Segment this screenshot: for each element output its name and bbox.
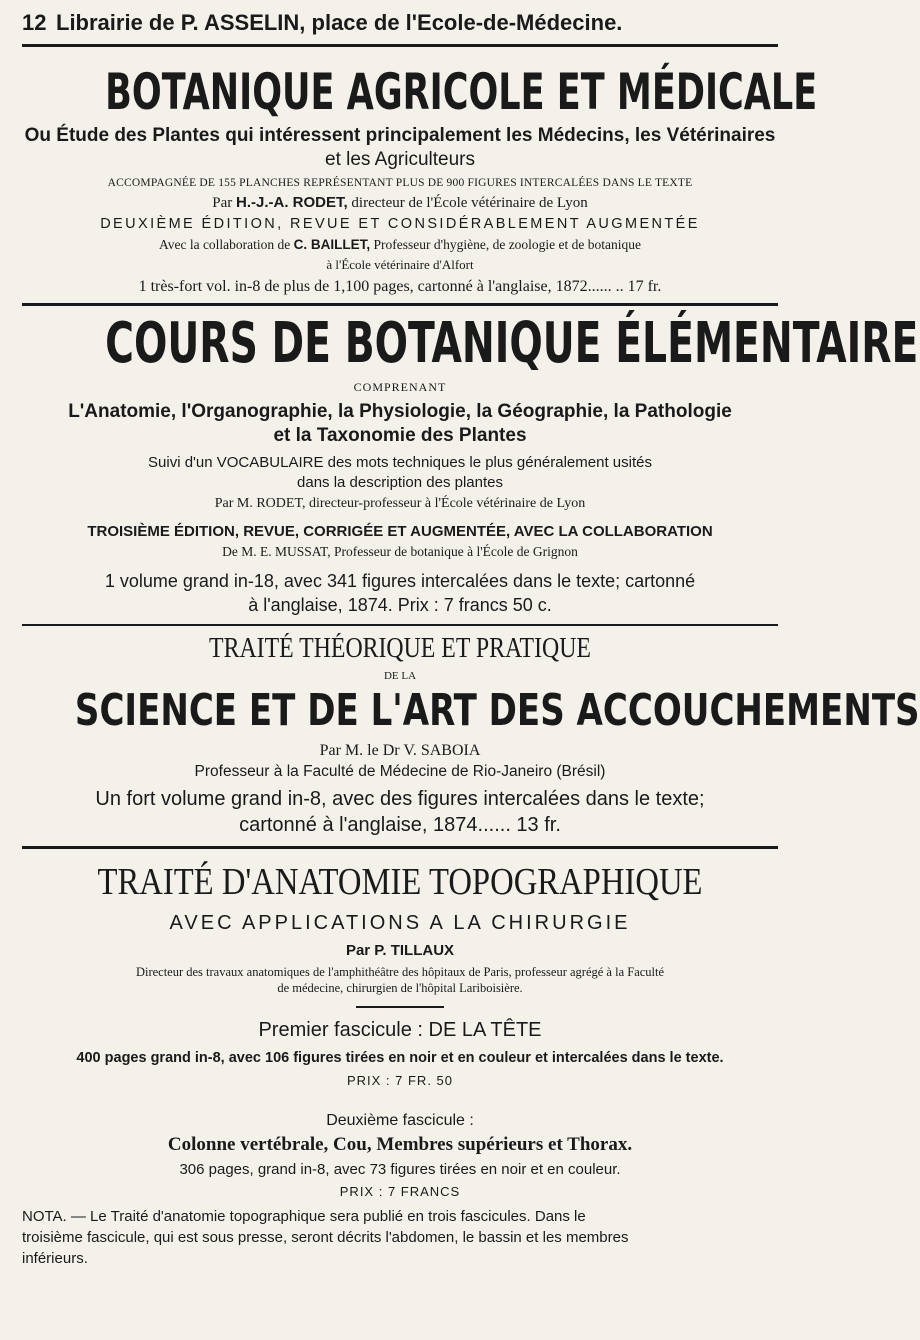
book4-fasc1-desc: 400 pages grand in-8, avec 106 figures tirées en noir et en couleur et intercalées dans le texte.: [76, 1050, 724, 1066]
book1-title: BOTANIQUE AGRICOLE ET MÉDICALE: [105, 63, 818, 121]
book3-title: SCIENCE ET DE L'ART DES ACCOUCHEMENTS: [74, 685, 920, 736]
book1-collab-prefix: Avec la collaboration de: [158, 237, 291, 252]
book2-format-1: 1 volume grand in-18, avec 341 figures intercalées dans le texte; cartonné: [104, 571, 696, 591]
book3-de-la: DE LA: [383, 670, 417, 682]
short-rule: [356, 1006, 444, 1008]
book2-vocab-2: dans la description des plantes: [297, 474, 503, 491]
book2-author: Par M. RODET, directeur-professeur à l'École vétérinaire de Lyon: [214, 496, 586, 511]
book1-author-line: [22, 193, 778, 213]
book2-format-2: à l'anglaise, 1874. Prix : 7 francs 50 c.: [248, 595, 552, 615]
book2-collab: De M. E. MUSSAT, Professeur de botanique à l'École de Grignon: [222, 544, 578, 559]
book4-nota-1: NOTA. — Le Traité d'anatomie topographique sera publié en trois fascicules. Dans le: [22, 1208, 586, 1225]
book1-subtitle-1: Ou Étude des Plantes qui intéressent principalement les Médecins, les Vétérinaires: [24, 125, 776, 146]
book1-collab-school: à l'École vétérinaire d'Alfort: [326, 257, 474, 272]
book4-fasc1-price: PRIX : 7 FR. 50: [346, 1073, 454, 1088]
book1-collab-name: C. BAILLET,: [293, 237, 371, 252]
book4-fasc2-label: Deuxième fascicule :: [326, 1112, 474, 1129]
book4-fasc2-desc: 306 pages, grand in-8, avec 73 figures tirées en noir et en couleur.: [179, 1161, 621, 1178]
book1-author-prefix: Par: [212, 195, 233, 211]
book3-format-2: cartonné à l'anglaise, 1874...... 13 fr.: [239, 814, 561, 836]
book2-title: COURS DE BOTANIQUE ÉLÉMENTAIRE: [105, 311, 919, 376]
book4-role-1: Directeur des travaux anatomiques de l'amphithéâtre des hôpitaux de Paris, professeur agrégé à la Faculté: [135, 965, 665, 979]
book4-title: TRAITÉ D'ANATOMIE TOPOGRAPHIQUE: [97, 861, 703, 903]
catalogue-page: [22, 0, 920, 1340]
book1-plates: ACCOMPAGNÉE DE 155 PLANCHES REPRÉSENTANT PLUS DE 900 FIGURES INTERCALÉES DANS LE TEXTE: [107, 177, 693, 189]
book4-fasc1-label: Premier fascicule : DE LA TÊTE: [258, 1019, 542, 1041]
book4-fasc2-price: PRIX : 7 FRANCS: [339, 1184, 461, 1199]
book1-collab-role: Professeur d'hygiène, de zoologie et de botanique: [373, 237, 642, 252]
book2-vocab-1: Suivi d'un VOCABULAIRE des mots techniques le plus généralement usités: [148, 454, 652, 471]
divider-2: [22, 624, 778, 626]
book2-subjects-2: et la Taxonomie des Plantes: [273, 425, 527, 446]
book1-edition: DEUXIÈME ÉDITION, REVUE ET CONSIDÉRABLEMENT AUGMENTÉE: [100, 216, 700, 232]
book4-fasc2-title: Colonne vertébrale, Cou, Membres supérieurs et Thorax.: [167, 1134, 633, 1155]
running-head: [22, 4, 778, 47]
book1-format: 1 très-fort vol. in-8 de plus de 1,100 pages, cartonné à l'anglaise, 1872...... .. 17 fr.: [138, 278, 662, 295]
book4-nota-3: inférieurs.: [22, 1250, 88, 1267]
book4-nota-2: troisième fascicule, qui est sous presse, seront décrits l'abdomen, le bassin et les membres: [22, 1229, 629, 1246]
book1-author-role: directeur de l'École vétérinaire de Lyon: [351, 195, 588, 211]
divider-1: [22, 303, 778, 306]
book2-edition: TROISIÈME ÉDITION, REVUE, CORRIGÉE ET AUGMENTÉE, AVEC LA COLLABORATION: [87, 523, 713, 540]
book2-comprenant: COMPRENANT: [353, 380, 447, 394]
book2-subjects-1: L'Anatomie, l'Organographie, la Physiologie, la Géographie, la Pathologie: [68, 401, 732, 422]
divider-3: [22, 846, 778, 849]
book4-role-2: de médecine, chirurgien de l'hôpital Lariboisière.: [277, 981, 523, 995]
book3-author: Par M. le Dr V. SABOIA: [319, 742, 481, 759]
book3-pre-title: TRAITÉ THÉORIQUE ET PRATIQUE: [209, 633, 591, 664]
book3-role: Professeur à la Faculté de Médecine de Rio-Janeiro (Brésil): [194, 763, 606, 780]
publisher-line: Librairie de P. ASSELIN, place de l'Ecole-de-Médecine.: [56, 10, 623, 35]
book4-subtitle: AVEC APPLICATIONS A LA CHIRURGIE: [169, 912, 631, 934]
book4-author: Par P. TILLAUX: [345, 942, 455, 959]
page-number: 12: [22, 10, 47, 35]
book1-author-name: H.-J.-A. RODET,: [235, 194, 348, 211]
book1-collab-line: [22, 236, 778, 254]
book3-format-1: Un fort volume grand in-8, avec des figures intercalées dans le texte;: [95, 788, 705, 810]
book1-subtitle-2: et les Agriculteurs: [325, 149, 475, 170]
